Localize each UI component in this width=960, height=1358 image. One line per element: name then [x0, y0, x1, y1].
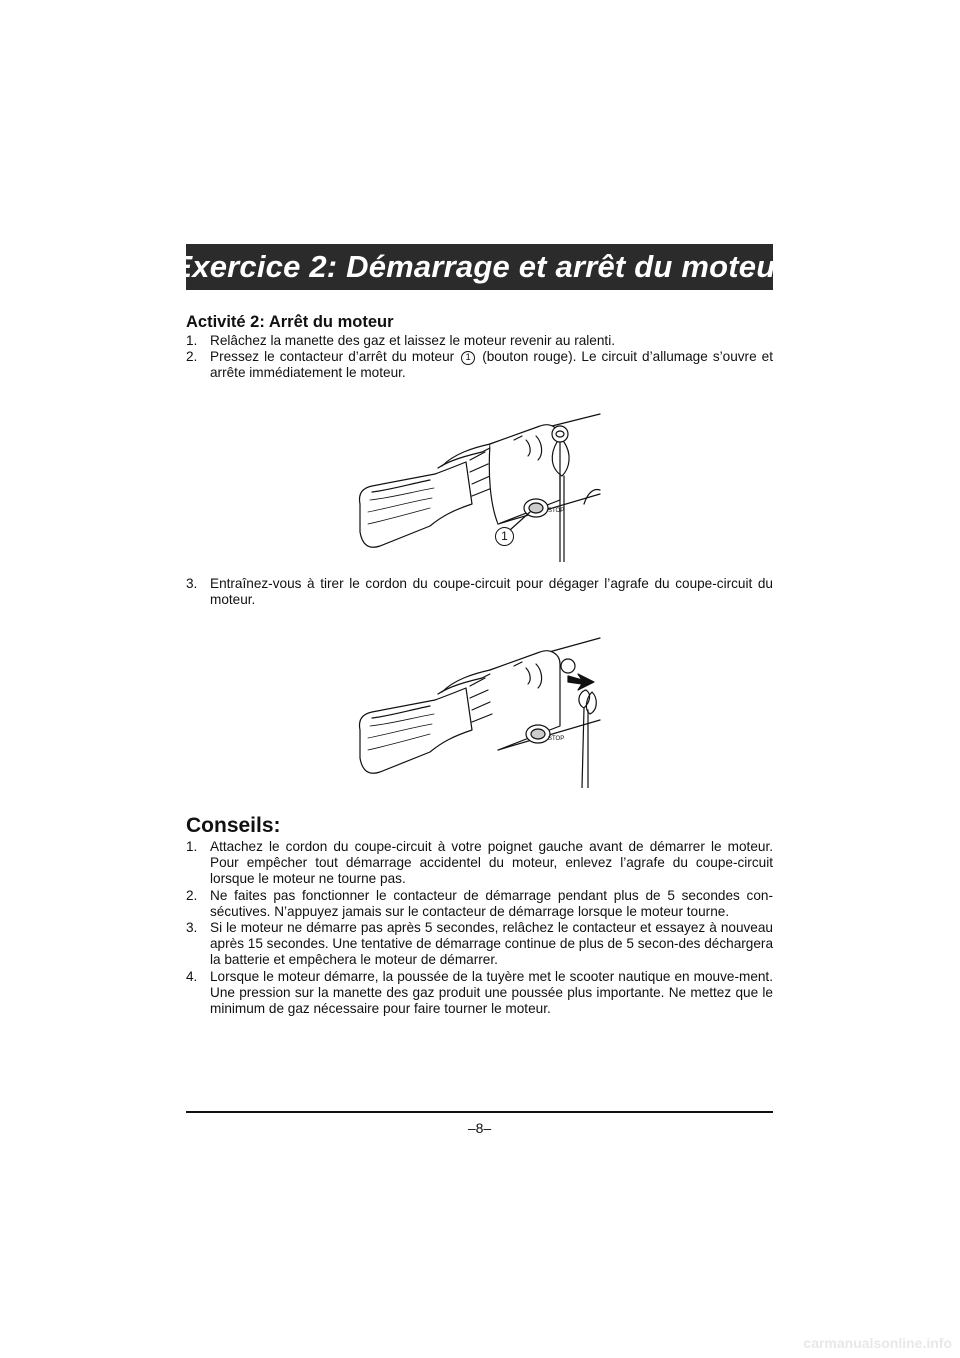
- callout-marker: 1: [461, 351, 475, 365]
- section-title: Exercice 2: Démarrage et arrêt du moteur: [171, 249, 788, 284]
- callout-number-1: 1: [495, 527, 514, 546]
- tips-list: [186, 839, 773, 1017]
- lanyard-release-illustration: [350, 630, 610, 788]
- list-item: 2. Pressez le contacteur d’arrêt du moteur 1 (bouton rouge). Le circuit d’allumage s’ouvre et arrête immédiatement le moteur.: [186, 349, 773, 381]
- svg-text:STOP: STOP: [548, 508, 565, 514]
- activity-steps-list-continued: [186, 576, 773, 608]
- list-item: 1. Relâchez la manette des gaz et laissez le moteur revenir au ralenti.: [186, 333, 615, 348]
- activity-heading: Activité 2: Arrêt du moteur: [186, 313, 394, 331]
- page-number: –8–: [467, 1120, 492, 1136]
- list-item: 3. Entraînez-vous à tirer le cordon du coupe-circuit pour dégager l’agrafe du coupe-circuit du moteur.: [186, 576, 773, 608]
- list-item: 1. Attachez le cordon du coupe-circuit à votre poignet gauche avant de démarrer le moteur. Pour empêcher tout démarrage accidentel du moteur, enlevez l’agrafe du coupe-circuit lorsque le moteur ne tourne pas.: [186, 839, 773, 887]
- activity-steps-list: [186, 333, 773, 382]
- footer-rule: [186, 1111, 773, 1113]
- handlebar-stop-switch-illustration: [350, 404, 610, 562]
- tips-heading: Conseils:: [186, 814, 281, 837]
- svg-text:carmanualsonline.info: carmanualsonline.info: [803, 1335, 952, 1351]
- watermark-logo: [772, 1334, 952, 1352]
- list-item: 3. Si le moteur ne démarre pas après 5 secondes, relâchez le contacteur et essayez à nouveau après 15 secondes. Une tentative de démarrage continue de plus de 5 secon-des déchargera la batterie et empêchera le moteur de démarrer.: [186, 920, 773, 968]
- section-banner: [171, 244, 788, 290]
- list-item: 4. Lorsque le moteur démarre, la poussée de la tuyère met le scooter nautique en mouve-ment. Une pression sur la manette des gaz produit une poussée plus importante. Ne mettez que le minimum de gaz nécessaire pour faire tourner le moteur.: [186, 968, 773, 1017]
- list-item: 2. Ne faites pas fonctionner le contacteur de démarrage pendant plus de 5 secondes con-sécutives. N’appuyez jamais sur le contacteur de démarrage lorsque le moteur tourne.: [186, 887, 773, 919]
- svg-text:STOP: STOP: [548, 736, 565, 742]
